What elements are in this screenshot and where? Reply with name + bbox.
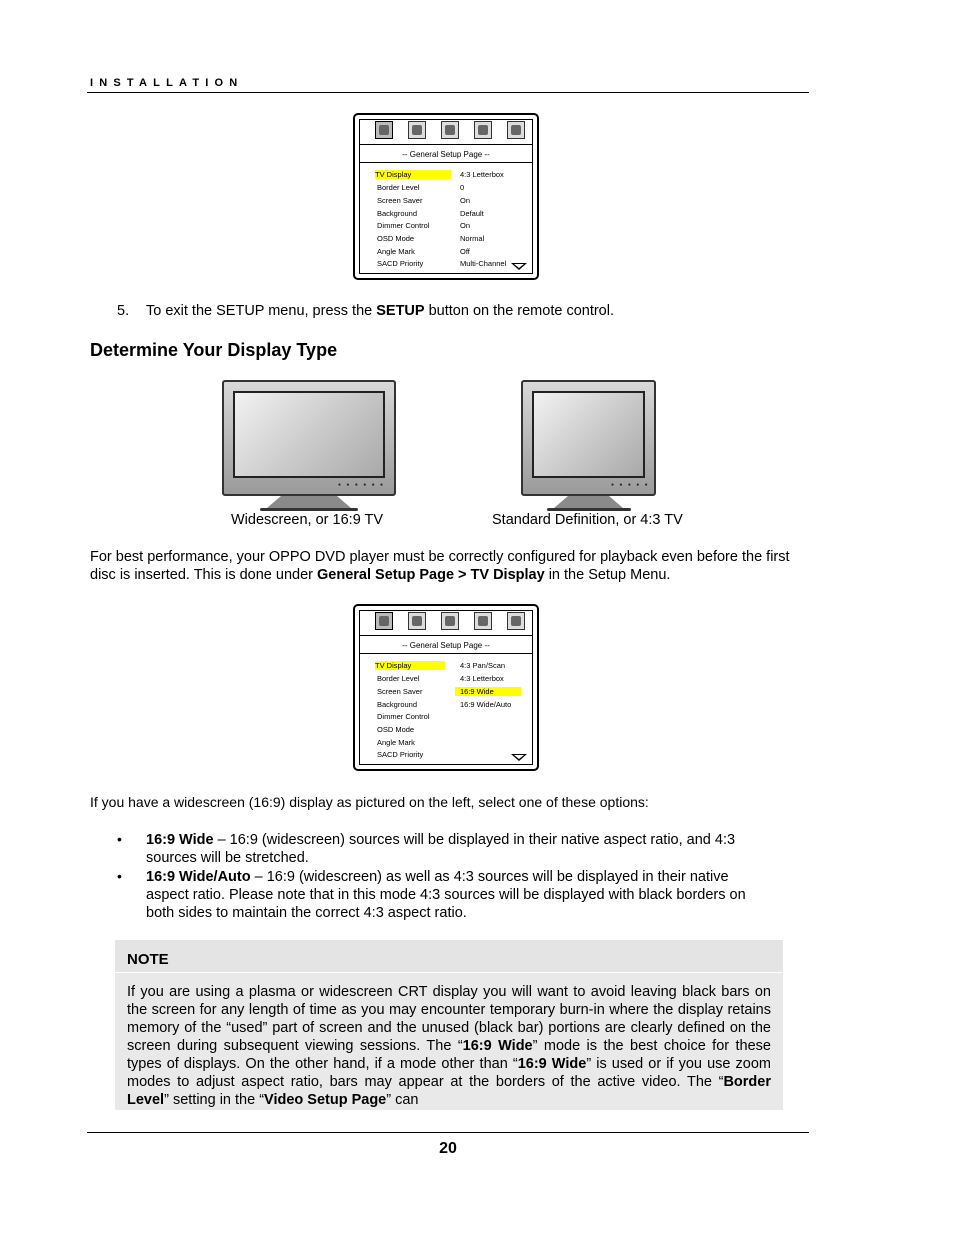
note-text: ” can bbox=[386, 1092, 419, 1108]
osd-value: Default bbox=[460, 209, 484, 218]
osd-label: Dimmer Control bbox=[377, 712, 430, 721]
step-5-setup-bold: SETUP bbox=[376, 303, 425, 319]
note-text: ” setting in the “ bbox=[164, 1092, 265, 1108]
step-5-number: 5. bbox=[117, 303, 130, 319]
note-box bbox=[115, 940, 783, 1110]
osd-icon-bar bbox=[369, 612, 529, 632]
general-setup-icon bbox=[375, 121, 393, 139]
exit-setup-icon bbox=[507, 612, 525, 630]
osd-page-title: -- General Setup Page -- bbox=[402, 641, 490, 650]
osd-label: OSD Mode bbox=[377, 234, 415, 243]
bullet-line: both sides to maintain the correct 4:3 aspect ratio. bbox=[146, 905, 467, 921]
bullet-term: 16:9 Wide bbox=[146, 832, 214, 848]
osd-label: Screen Saver bbox=[377, 687, 423, 696]
osd-divider bbox=[359, 162, 533, 163]
step-5-text-post: button on the remote control. bbox=[424, 303, 614, 319]
osd-label: TV Display bbox=[375, 661, 445, 670]
osd-page-title: -- General Setup Page -- bbox=[402, 150, 490, 159]
standard-caption: Standard Definition, or 4:3 TV bbox=[492, 512, 683, 528]
video-setup-icon bbox=[441, 612, 459, 630]
page-number: 20 bbox=[439, 1140, 457, 1157]
bullet-line: sources will be stretched. bbox=[146, 850, 309, 866]
osd-value: Normal bbox=[460, 234, 485, 243]
scroll-down-arrow-icon bbox=[511, 263, 527, 270]
header-rule bbox=[87, 92, 809, 93]
note-text: ” mode is the best choice for these types of displays. On the other hand, if a mode other than “ bbox=[127, 1038, 771, 1072]
note-bold: 16:9 Wide bbox=[517, 1056, 587, 1072]
osd-label: Background bbox=[377, 209, 418, 218]
osd-value: 0 bbox=[460, 183, 465, 192]
note-bold: Video Setup Page bbox=[264, 1092, 387, 1108]
video-setup-icon bbox=[441, 121, 459, 139]
step-5-text bbox=[146, 302, 614, 320]
tv-stand bbox=[267, 496, 351, 508]
osd-label: Angle Mark bbox=[377, 247, 415, 256]
note-bold: 16:9 Wide bbox=[462, 1038, 533, 1054]
exit-setup-icon bbox=[507, 121, 525, 139]
note-text: ” is used or if you use zoom modes to adjust aspect ratio, bars may appear at the borders of the active video. The “ bbox=[127, 1056, 771, 1090]
note-text: If you are using a plasma or widescreen CRT display you will want to avoid leaving black bars on the screen for any length of time as you may encounter temporary burn-in where the display retains memory of the “used” part of screen and the unused (black bar) portions are clearly defined on the screen during subsequent viewing sessions. The “ bbox=[127, 984, 771, 1054]
paragraph-widescreen: If you have a widescreen (16:9) display as pictured on the left, select one of these options: bbox=[90, 794, 649, 810]
bullet-line bbox=[146, 831, 806, 849]
note-title: NOTE bbox=[127, 951, 169, 968]
standard-tv-image bbox=[521, 380, 656, 512]
osd-label: Border Level bbox=[377, 183, 420, 192]
bullet-term: 16:9 Wide/Auto bbox=[146, 869, 251, 885]
footer-rule bbox=[87, 1132, 809, 1133]
bullet-icon: • bbox=[117, 868, 122, 884]
note-header bbox=[115, 940, 783, 973]
osd-label: Screen Saver bbox=[377, 196, 423, 205]
preference-icon bbox=[474, 612, 492, 630]
osd-label: SACD Priority bbox=[377, 259, 424, 268]
osd-option: 4:3 Letterbox bbox=[460, 674, 504, 683]
paragraph-text: in the Setup Menu. bbox=[544, 567, 671, 583]
osd-label: Border Level bbox=[377, 674, 420, 683]
osd-option: 16:9 Wide/Auto bbox=[460, 700, 512, 709]
bullet-icon: • bbox=[117, 831, 122, 847]
bullet-16-9-wide-auto bbox=[146, 868, 806, 922]
preference-icon bbox=[474, 121, 492, 139]
note-body bbox=[127, 983, 771, 1109]
note-bold: Border Level bbox=[127, 1074, 771, 1108]
bullet-line bbox=[146, 868, 806, 886]
bullet-line: aspect ratio. Please note that in this mode 4:3 sources will be displayed with black borders on bbox=[146, 887, 746, 903]
osd-label: SACD Priority bbox=[377, 750, 424, 759]
tv-screen bbox=[532, 391, 645, 478]
tv-buttons: ● ● ● ● ● ● bbox=[338, 482, 386, 488]
osd-option: 4:3 Pan/Scan bbox=[460, 661, 506, 670]
osd-divider bbox=[359, 635, 533, 636]
osd-option-selected: 16:9 Wide bbox=[455, 687, 521, 696]
osd-icon-bar bbox=[369, 121, 529, 141]
osd-value: Off bbox=[460, 247, 470, 256]
osd-label: TV Display bbox=[375, 170, 451, 179]
paragraph-text: disc is inserted. This is done under bbox=[90, 567, 318, 583]
osd-label: Angle Mark bbox=[377, 738, 415, 747]
tv-screen bbox=[233, 391, 385, 478]
section-heading: Determine Your Display Type bbox=[90, 340, 338, 360]
bullet-text: – 16:9 (widescreen) sources will be displayed in their native aspect ratio, and 4:3 bbox=[213, 832, 736, 848]
scroll-down-arrow-icon bbox=[511, 754, 527, 761]
osd-label: Dimmer Control bbox=[377, 221, 430, 230]
audio-setup-icon bbox=[408, 612, 426, 630]
audio-setup-icon bbox=[408, 121, 426, 139]
paragraph-configuration bbox=[90, 548, 810, 584]
widescreen-tv-image bbox=[222, 380, 396, 512]
osd-label: Background bbox=[377, 700, 418, 709]
osd-value: On bbox=[460, 221, 471, 230]
section-header: INSTALLATION bbox=[90, 77, 244, 89]
tv-stand bbox=[554, 496, 623, 508]
paragraph-line: For best performance, your OPPO DVD player must be correctly configured for playback even before the first bbox=[90, 549, 790, 565]
general-setup-icon bbox=[375, 612, 393, 630]
osd-label: OSD Mode bbox=[377, 725, 415, 734]
tv-base bbox=[260, 508, 358, 511]
osd-screenshot-tv-display-options bbox=[353, 604, 539, 771]
menu-path-bold: General Setup Page > TV Display bbox=[317, 567, 545, 583]
osd-value: Multi-Channel bbox=[460, 259, 507, 268]
osd-value: 4:3 Letterbox bbox=[460, 170, 504, 179]
step-5-text-pre: To exit the SETUP menu, press the bbox=[146, 303, 377, 319]
widescreen-caption: Widescreen, or 16:9 TV bbox=[231, 512, 384, 528]
bullet-16-9-wide bbox=[146, 831, 806, 867]
osd-divider bbox=[359, 144, 533, 145]
osd-screenshot-general-setup bbox=[353, 113, 539, 280]
tv-base bbox=[547, 508, 631, 511]
bullet-text: – 16:9 (widescreen) as well as 4:3 sources will be displayed in their native bbox=[250, 869, 729, 885]
paragraph-line bbox=[90, 566, 810, 584]
osd-divider bbox=[359, 653, 533, 654]
tv-buttons: ● ● ● ● ● bbox=[611, 482, 650, 488]
osd-value: On bbox=[460, 196, 471, 205]
